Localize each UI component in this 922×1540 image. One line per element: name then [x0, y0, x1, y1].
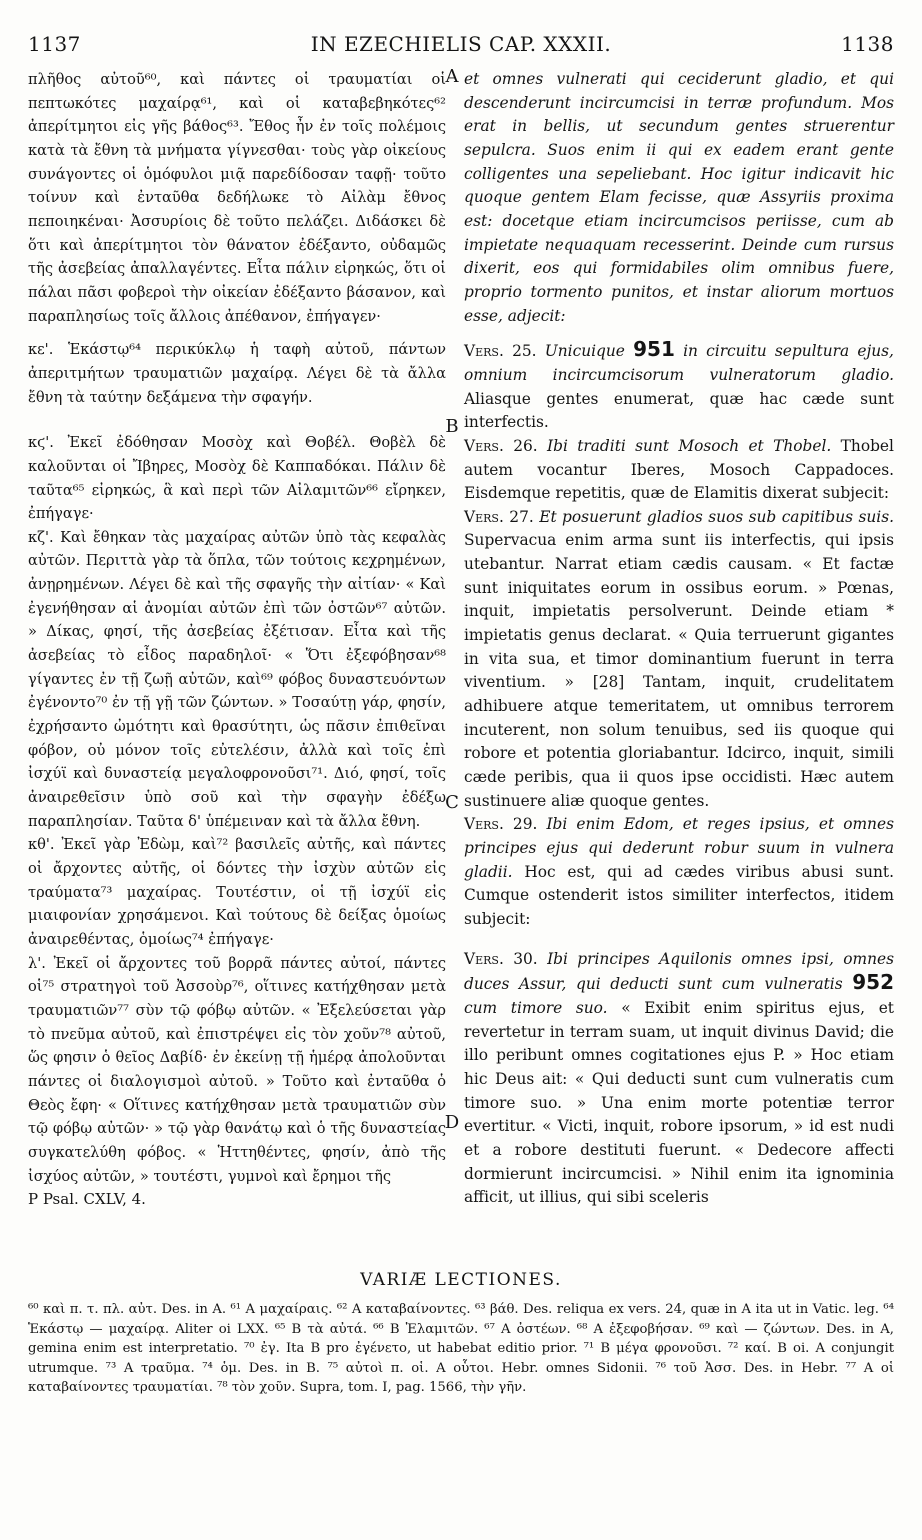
greek-paragraph: κζ'. Καὶ ἔθηκαν τὰς μαχαίρας αὐτῶν ὑπὸ τὰς κεφαλὰς αὐτῶν. Περιττὰ γὰρ τὰ ὅπλα, τῶν τούτοις κεχρημένων, ἀνῃρημένων. Λέγει δὲ καὶ τῆς σφαγῆς τὴν αἰτίαν· « Καὶ ἐγενήθησαν αἱ ἀνομίαι αὐτῶν ἐπὶ τῶν ὀστῶν⁶⁷ αὐτῶν. » Δίκας, φησί, τῆς ἀσεβείας ἐξέτισαν. Εἶτα καὶ τῆς ἀσεβείας τὸ εἶδος παραδηλοῖ· « Ὅτι ἐξεφόβησαν⁶⁸ γίγαντες ἐν τῇ ζωῇ αὐτῶν, καὶ⁶⁹ φόβος δυναστευόντων ἐγένοντο⁷⁰ ἐν τῇ γῇ τῶν ζώντων. » Τοσαύτῃ γάρ, φησίν, ἐχρήσαντο ὠμότητι καὶ θρασύτητι, ὡς πᾶσιν ἐπιθεῖναι φόβον, οὐ μόνον τοῖς εὐτελέσιν, ἀλλὰ καὶ τοῖς ἐπὶ ἰσχύϊ καὶ δυναστείᾳ μεγαλοφρονοῦσι⁷¹. Διό, φησί, τοῖς ἀναιρεθεῖσιν ὑπὸ σοῦ καὶ τὴν σφαγὴν ἐδέξω παραπλησίαν. Ταῦτα δ' ὑπέμειναν καὶ τὰ ἄλλα ἔθνη.: [28, 528, 446, 830]
verse-label: Vers. 29.: [464, 815, 538, 834]
verse-29: [464, 813, 894, 931]
verse-text: Ibi principes Aquilonis omnes ipsi, omnes duces Assur, qui deducti sunt cum vulneratis: [464, 949, 894, 994]
variant-readings-title: VARIÆ LECTIONES.: [360, 1270, 562, 1290]
verse-27: [464, 506, 894, 814]
commentary-text: Aliasque gentes enumerat, quæ hac cæde sunt interfectis.: [464, 389, 894, 432]
greek-paragraph: πλῆθος αὐτοῦ⁶⁰, καὶ πάντες οἱ τραυματίαι οἱ πεπτωκότες μαχαίρᾳ⁶¹, καὶ οἱ καταβεβηκότες⁶² ἀπερίτμητοι εἰς γῆς βάθος⁶³. Ἔθος ἦν ἐν τοῖς πολέμοις κατὰ τὰ ἔθνη τὰ μνήματα γίγνεσθαι· τοὺς γὰρ οἰκείους συνάγοντες οἱ ὁμόφυλοι μιᾷ παρεδίδοσαν ταφῇ· τοῦτο τοίνυν καὶ ἐνταῦθα δεδήλωκε τὸ Αἰλὰμ ἔθνος πεποιηκέναι· Ἀσσυρίοις δὲ τοῦτο πελάζει. Διδάσκει δὲ ὅτι καὶ ἀπερίτμητοι τὸν θάνατον ἐδέξαντο, οὐδαμῶς τῆς ἀσεβείας ἀπαλλαγέντες. Εἶτα πάλιν εἰρηκώς, ὅτι οἱ πάλαι πᾶσι φοβεροὶ τὴν οἰκείαν ἐδέξαντο βάσανον, καὶ παραπλησίως τοῖς ἄλλοις ἀπέθανον, ἐπήγαγεν·: [28, 71, 446, 325]
verse-text: in circuitu sepultura ejus, omnium incircumcisorum vulneratorum gladio.: [464, 342, 894, 384]
verse-text: cum timore suo.: [464, 998, 608, 1017]
verse-label: Vers. 25.: [464, 342, 537, 361]
verse-text: Ibi traditi sunt Mosoch et Thobel.: [547, 436, 832, 455]
latin-paragraph: et omnes vulnerati qui ceciderunt gladio, et qui descenderunt incircumcisi in terræ profundum. Mos erat in bellis, ut secundum gentes struerentur sepulcra. Suos enim ii qui ex eadem erant gente colligentes una sepeliebant. Hoc igitur indicavit hic quoque gentem Elam fecisse, quæ Assyriis proxima est: docetque etiam incircumcisos periisse, cum ab impietate nequaquam recesserint. Deinde cum rursus dixerit, eos qui formidabiles olim omnibus fuere, proprio tormento punitos, et instar aliorum mortuos esse, adjecit:: [464, 70, 894, 325]
verse-label: Vers. 26.: [464, 436, 538, 455]
verse-text: Unicuique: [544, 342, 625, 361]
greek-paragraph: κθ'. Ἐκεῖ γὰρ Ἐδὼμ, καὶ⁷² βασιλεῖς αὐτῆς, καὶ πάντες οἱ ἄρχοντες αὐτῆς, οἱ δόντες τὴν ἰσχὺν αὐτῶν εἰς τραύματα⁷³ μαχαίρας. Τουτέστιν, οἱ τῇ ἰσχύϊ εἰς μιαιφονίαν χρησάμενοι. Καὶ τούτους δὲ δείξας ὁμοίως ἀναιρεθέντας, ὁμοίως⁷⁴ ἐπήγαγε·: [28, 836, 446, 948]
variant-readings: [28, 1300, 894, 1398]
column-number: 952: [852, 970, 894, 995]
greek-paragraph: κε'. Ἑκάστῳ⁶⁴ περικύκλῳ ἡ ταφὴ αὐτοῦ, πάντων ἀπεριτμήτων τραυματιῶν μαχαίρᾳ. Λέγει δὲ τὰ ἄλλα ἔθνη τὰ ταύτην δεξάμενα τὴν σφαγήν.: [28, 341, 446, 406]
page-header: [28, 32, 894, 64]
page-number-right: 1138: [841, 32, 894, 56]
commentary-text: Hoc est, qui ad cædes viribus abusi sunt. Cumque ostenderit istos similiter interfectos, itidem subjecit:: [464, 862, 894, 928]
commentary-text: Thobel autem vocantur Iberes, Mosoch Cappadoces. Eisdemque repetitis, quæ de Elamitis dixerat subjecit:: [464, 436, 894, 503]
commentary-text: Supervacua enim arma sunt iis interfectis, qui ipsis utebantur. Narrat etiam cædis causam. « Et factæ sunt iniquitates eorum in ossibus eorum. » Pœnas, inquit, impietatis persolverunt. Deinde etiam * impietatis genus declarat. « Quia terruerunt gigantes in vita sua, et timor dominantium fuerunt in terra viventium. » [28] Tantam, inquit, crudelitatem adhibuere atque temeritatem, ut omnibus terrorem incuterent, non solum tenuibus, sed iis quoque qui robore et potentia gloriabantur. Idcirco, inquit, simili cæde peribis, qua ii quos ipse occidisti. Hæc autem sustinuere aliæ quoque gentes.: [464, 531, 894, 810]
verse-text: Ibi enim Edom, et reges ipsius, et omnes principes ejus qui dederunt robur suum in vulnera gladii.: [464, 815, 894, 881]
margin-mark-a: A: [445, 66, 459, 87]
variant-readings-text: ⁶⁰ καὶ π. τ. πλ. αὐτ. Des. in A. ⁶¹ A μαχαίραις. ⁶² A καταβαίνοντες. ⁶³ βάθ. Des. reliqua ex vers. 24, quæ in A ita ut in Vatic. leg. ⁶⁴ Ἑκάστῳ — μαχαίρᾳ. Aliter oi LXX. ⁶⁵ B τὰ αὐτά. ⁶⁶ B Ἐλαμιτῶν. ⁶⁷ A ὀστέων. ⁶⁸ A ἐξεφοβήσαν. ⁶⁹ καὶ — ζώντων. Des. in A, gemina enim est interpretatio. ⁷⁰ ἐγ. Ita B pro ἐγένετο, ut habebat editio prior. ⁷¹ B μέγα φρονοῦσι. ⁷² καί. B oi. A conjungit utrumque. ⁷³ A τραῦμα. ⁷⁴ ὁμ. Des. in B. ⁷⁵ αὐτοὶ π. οἱ. A οὗτοι. Hebr. omnes Sidonii. ⁷⁶ τοῦ Ἀσσ. Des. in Hebr. ⁷⁷ A οἱ καταβαίνοντες τραυματίαι. ⁷⁸ τὸν χοῦν. Supra, tom. I, pag. 1566, τὴν γῆν.: [28, 1302, 894, 1396]
verse-text: Et posuerunt gladios suos sub capitibus suis.: [539, 507, 894, 526]
page-number-left: 1137: [28, 32, 81, 56]
greek-paragraph: λ'. Ἐκεῖ οἱ ἄρχοντες τοῦ βορρᾶ πάντες αὐτοί, πάντες οἱ⁷⁵ στρατηγοὶ τοῦ Ἀσσοὺρ⁷⁶, οἵτινες κατήχθησαν μετὰ τραυματιῶν⁷⁷ σὺν τῷ φόβῳ αὐτῶν. « Ἐξελεύσεται γὰρ τὸ πνεῦμα αὐτοῦ, καὶ ἐπιστρέψει εἰς τὸν χοῦν⁷⁸ αὐτοῦ, ὥς φησιν ὁ θεῖος Δαβίδ· ἐν ἐκείνῃ τῇ ἡμέρᾳ ἀπολοῦνται πάντες οἱ διαλογισμοὶ αὐτοῦ. » Τοῦτο καὶ ἐνταῦθα ὁ Θεὸς ἔφη· « Οἵτινες κατήχθησαν μετὰ τραυματιῶν σὺν τῷ φόβῳ αὐτῶν· » τῷ γὰρ θανάτῳ καὶ ὁ τῆς δυναστείας συγκατελύθη φόβος. « Ἡττηθέντες, φησίν, ἀπὸ τῆς ἰσχύος αὐτῶν, » τουτέστι, γυμνοὶ καὶ ἔρημοι τῆς: [28, 954, 446, 1185]
verse-26: [464, 435, 894, 506]
scripture-note: P Psal. CXLV, 4.: [28, 1190, 146, 1209]
greek-paragraph: κϛ'. Ἐκεῖ ἐδόθησαν Μοσὸχ καὶ Θοβέλ. Θοβὲλ δὲ καλοῦνται οἱ Ἴβηρες, Μοσὸχ δὲ Καππαδόκαι. Πάλιν δὲ ταῦτα⁶⁵ εἰρηκώς, ἃ καὶ περὶ τῶν Αἰλαμιτῶν⁶⁶ εἴρηκεν, ἐπήγαγε·: [28, 434, 446, 523]
greek-column: [28, 68, 446, 1212]
verse-25: [464, 338, 894, 435]
verse-label: Vers. 27.: [464, 507, 534, 526]
commentary-text: « Exibit enim spiritus ejus, et revertetur in terram suam, ut inquit divinus David; die illo peribunt omnes cogitationes ejus P. » Hoc etiam hic Deus ait: « Qui deducti sunt cum vulneratis cum timore suo. » Una enim morte potentiæ terror evertitur. « Victi, inquit, robore ipsorum, » id est nudi et a robore destituti fuerunt. « Dedecore affecti dormierunt incircumcisi. » Nihil enim ita ignominia afficit, ut illius, qui sibi sceleris: [464, 998, 894, 1207]
running-title: IN EZECHIELIS CAP. XXXII.: [310, 32, 612, 56]
column-number: 951: [633, 337, 675, 362]
latin-column: [464, 68, 894, 1210]
verse-label: Vers. 30.: [464, 949, 538, 968]
margin-mark-c: C: [445, 792, 459, 813]
verse-30: [464, 948, 894, 1210]
margin-mark-d: D: [444, 1112, 460, 1133]
margin-mark-b: B: [445, 416, 459, 437]
